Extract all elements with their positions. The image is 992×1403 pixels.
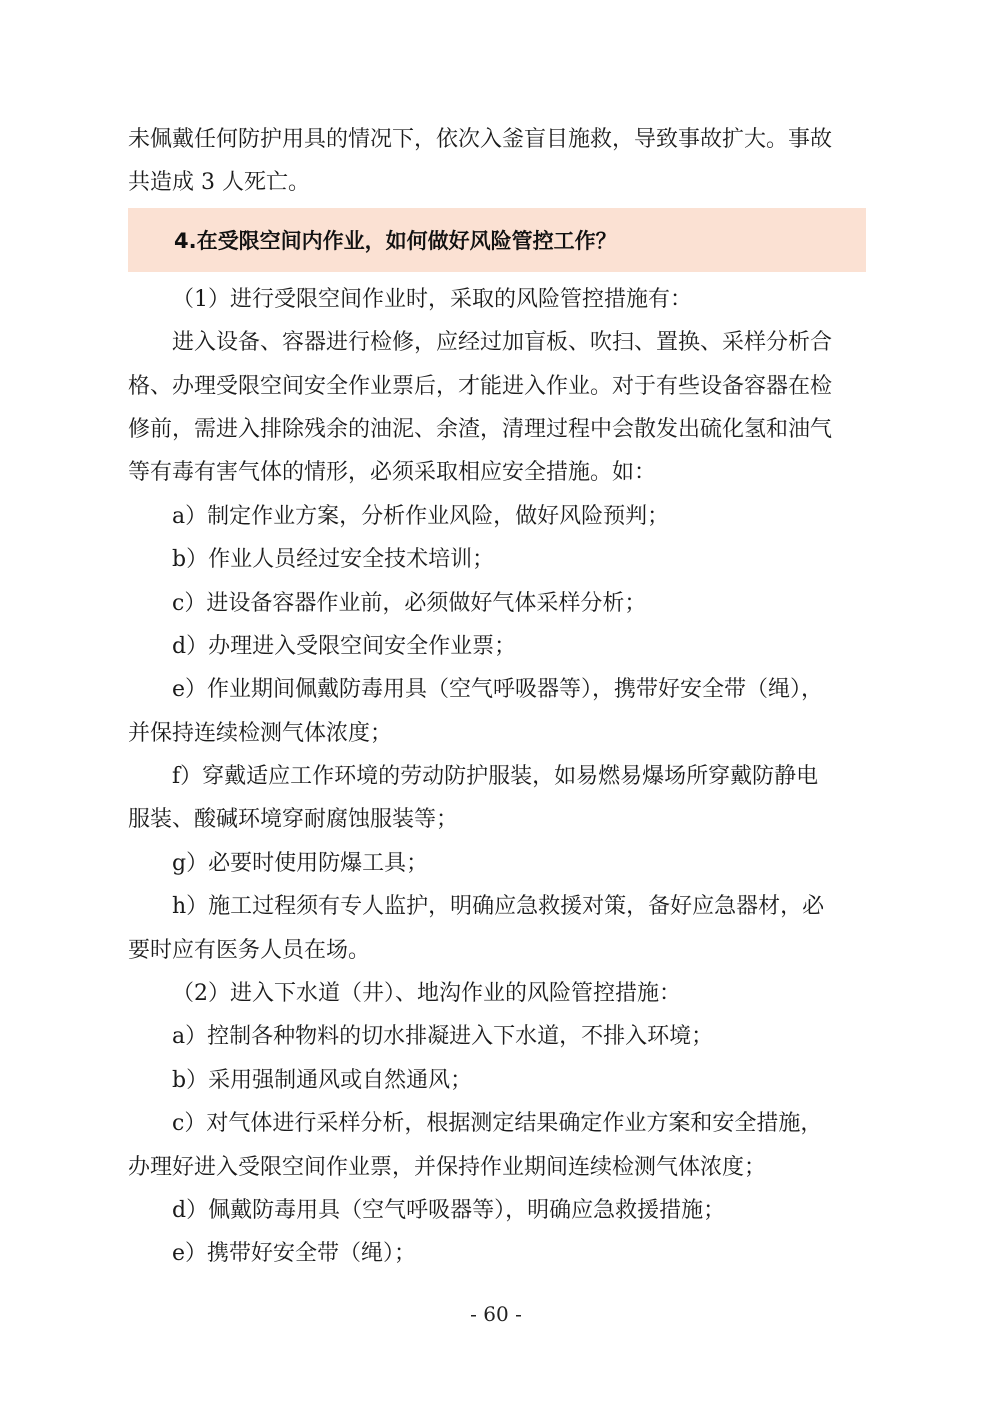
body-line: a）控制各种物料的切水排凝进入下水道，不排入环境； (172, 1024, 714, 1050)
body-line: （1）进行受限空间作业时，采取的风险管控措施有： (172, 286, 692, 312)
page-number: - 60 - (470, 1302, 522, 1326)
body-line: 修前，需进入排除残余的油泥、余渣，清理过程中会散发出硫化氢和油气 (128, 416, 833, 442)
body-line: d）佩戴防毒用具（空气呼吸器等），明确应急救援措施； (172, 1197, 726, 1223)
body-line: 办理好进入受限空间作业票，并保持作业期间连续检测气体浓度； (128, 1154, 767, 1180)
body-line: c）进设备容器作业前，必须做好气体采样分析； (172, 590, 647, 616)
body-line: f）穿戴适应工作环境的劳动防护服装，如易燃易爆场所穿戴防静电 (172, 764, 819, 790)
body-line: 并保持连续检测气体浓度； (128, 720, 393, 746)
body-line: 进入设备、容器进行检修，应经过加盲板、吹扫、置换、采样分析合 (172, 330, 833, 356)
body-line: a）制定作业方案，分析作业风险，做好风险预判； (172, 503, 670, 529)
body-line: b）作业人员经过安全技术培训； (172, 547, 495, 573)
intro-line-1: 未佩戴任何防护用具的情况下，依次入釜盲目施救，导致事故扩大。事故 (128, 127, 833, 152)
document-page (128, 118, 866, 1276)
body-line: d）办理进入受限空间安全作业票； (172, 633, 517, 659)
body-text (128, 278, 866, 1276)
body-line: 要时应有医务人员在场。 (128, 937, 371, 963)
body-line: e）携带好安全带（绳）； (172, 1241, 417, 1267)
body-line: h）施工过程须有专人监护，明确应急救援对策，备好应急器材，必 (172, 894, 825, 920)
section-heading: 4.在受限空间内作业，如何做好风险管控工作？ (128, 208, 866, 272)
body-line: e）作业期间佩戴防毒用具（空气呼吸器等），携带好安全带（绳）， (172, 677, 824, 703)
body-line: 服装、酸碱环境穿耐腐蚀服装等； (128, 807, 459, 833)
body-line: b）采用强制通风或自然通风； (172, 1067, 473, 1093)
body-line: （2）进入下水道（井）、地沟作业的风险管控措施： (172, 981, 681, 1007)
body-line: 等有毒有害气体的情形，必须采取相应安全措施。如： (128, 460, 657, 486)
body-line: c）对气体进行采样分析，根据测定结果确定作业方案和安全措施， (172, 1111, 823, 1137)
body-line: g）必要时使用防爆工具； (172, 850, 429, 876)
intro-line-2: 共造成 3 人死亡。 (128, 170, 310, 196)
body-line: 格、办理受限空间安全作业票后，才能进入作业。对于有些设备容器在检 (128, 373, 833, 399)
